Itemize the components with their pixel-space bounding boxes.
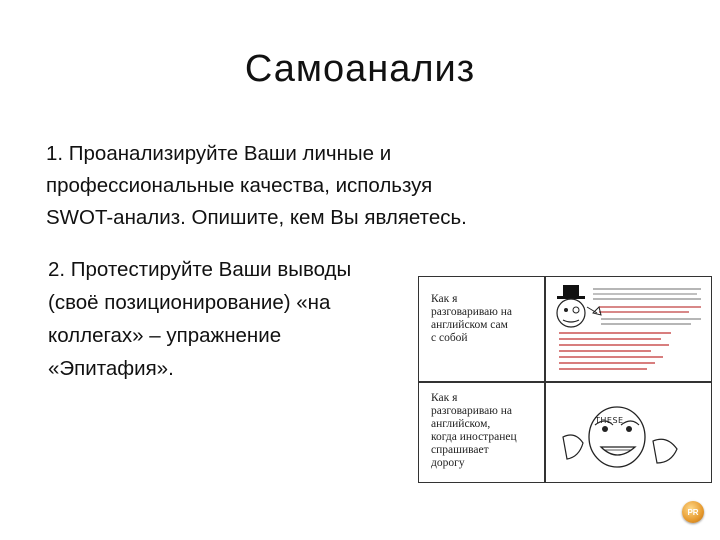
paragraph-swot bbox=[46, 138, 606, 234]
gentleman-meme-face-icon bbox=[549, 283, 605, 331]
meme-comic-image bbox=[418, 276, 712, 483]
paragraph-epitaph bbox=[48, 253, 428, 385]
slide-title: Самоанализ bbox=[244, 48, 476, 90]
these-label: THESE bbox=[595, 416, 624, 425]
comic-divider-horizontal bbox=[419, 381, 711, 383]
paragraph-line: коллегах» – упражнение bbox=[48, 324, 282, 347]
paragraph-line: SWOT-анализ. Опишите, кем Вы являетесь. bbox=[46, 206, 467, 229]
paragraph-line: 2. Протестируйте Ваши выводы bbox=[48, 258, 352, 281]
paragraph-line: «Эпитафия». bbox=[48, 357, 174, 380]
comic-caption-bottom: Как я разговариваю на английском, когда иностранец спрашивает дорогу bbox=[431, 392, 517, 469]
these-meme-face-icon bbox=[555, 397, 705, 479]
paragraph-line: профессиональные качества, используя bbox=[46, 174, 433, 197]
paragraph-line: 1. Проанализируйте Ваши личные и bbox=[46, 142, 392, 165]
comic-caption-top: Как я разговариваю на английском сам с собой bbox=[431, 293, 512, 344]
logo-badge-icon: PR bbox=[682, 501, 704, 523]
paragraph-line: (своё позиционирование) «на bbox=[48, 291, 331, 314]
comic-divider-vertical bbox=[544, 277, 546, 482]
